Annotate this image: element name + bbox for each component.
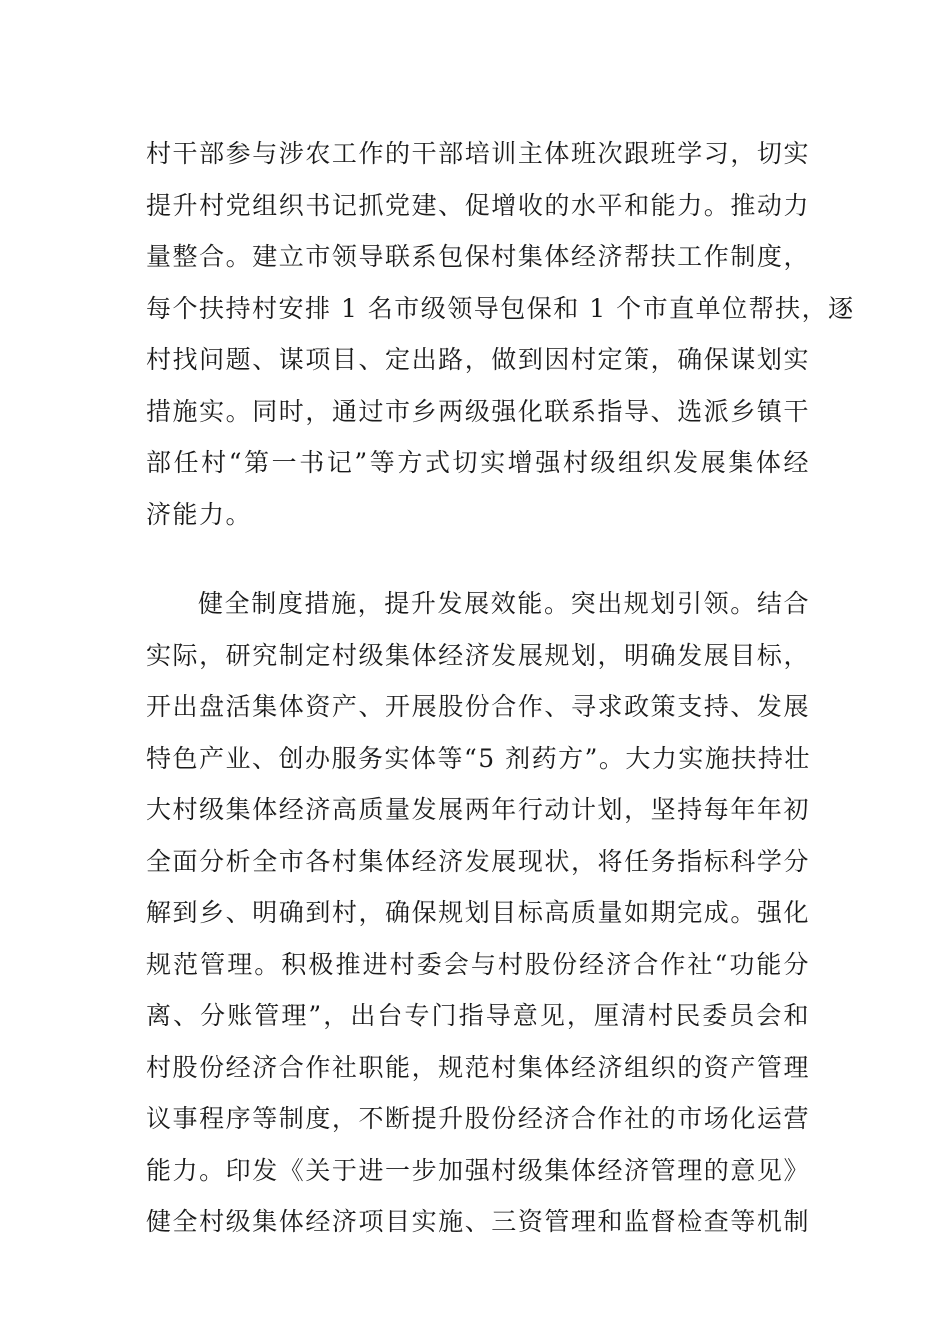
- text-line: 全面分析全市各村集体经济发展现状，将任务指标科学分: [146, 846, 810, 876]
- text-line: 措施实。同时，通过市乡两级强化联系指导、选派乡镇干: [146, 396, 810, 426]
- paragraph-2: [146, 578, 810, 1248]
- text-line: 开出盘活集体资产、开展股份合作、寻求政策支持、发展: [146, 692, 810, 721]
- text-line: 村找问题、谋项目、定出路，做到因村定策，确保谋划实: [146, 345, 810, 374]
- paragraph-1: [146, 128, 855, 540]
- text-line: 特色产业、创办服务实体等“5 剂药方”。大力实施扶持壮: [146, 743, 811, 773]
- text-line: 每个扶持村安排 1 名市级领导包保和 1 个市直单位帮扶，逐: [146, 293, 855, 323]
- text-line: 议事程序等制度，不断提升股份经济合作社的市场化运营: [146, 1104, 810, 1133]
- text-line: 村干部参与涉农工作的干部培训主体班次跟班学习，切实: [146, 139, 810, 168]
- text-line: 部任村“第一书记”等方式切实增强村级组织发展集体经: [146, 448, 810, 477]
- text-line: 济能力。: [146, 499, 253, 529]
- text-line: 实际，研究制定村级集体经济发展规划，明确发展目标，: [146, 640, 810, 670]
- text-line: 村股份经济合作社职能，规范村集体经济组织的资产管理: [146, 1052, 810, 1082]
- text-line: 离、分账管理”，出台专门指导意见，厘清村民委员会和: [146, 1001, 810, 1030]
- text-line: 大村级集体经济高质量发展两年行动计划，坚持每年年初: [146, 795, 810, 824]
- text-line: 解到乡、明确到村，确保规划目标高质量如期完成。强化: [146, 898, 810, 927]
- text-line: 量整合。建立市领导联系包保村集体经济帮扶工作制度，: [146, 242, 810, 271]
- text-line: 能力。印发《关于进一步加强村级集体经济管理的意见》: [146, 1155, 810, 1185]
- text-line: 健全制度措施，提升发展效能。突出规划引领。结合: [198, 589, 810, 618]
- text-line: 规范管理。积极推进村委会与村股份经济合作社“功能分: [146, 949, 810, 979]
- text-line: 健全村级集体经济项目实施、三资管理和监督检查等机制: [146, 1207, 810, 1236]
- text-line: 提升村党组织书记抓党建、促增收的水平和能力。推动力: [146, 190, 810, 220]
